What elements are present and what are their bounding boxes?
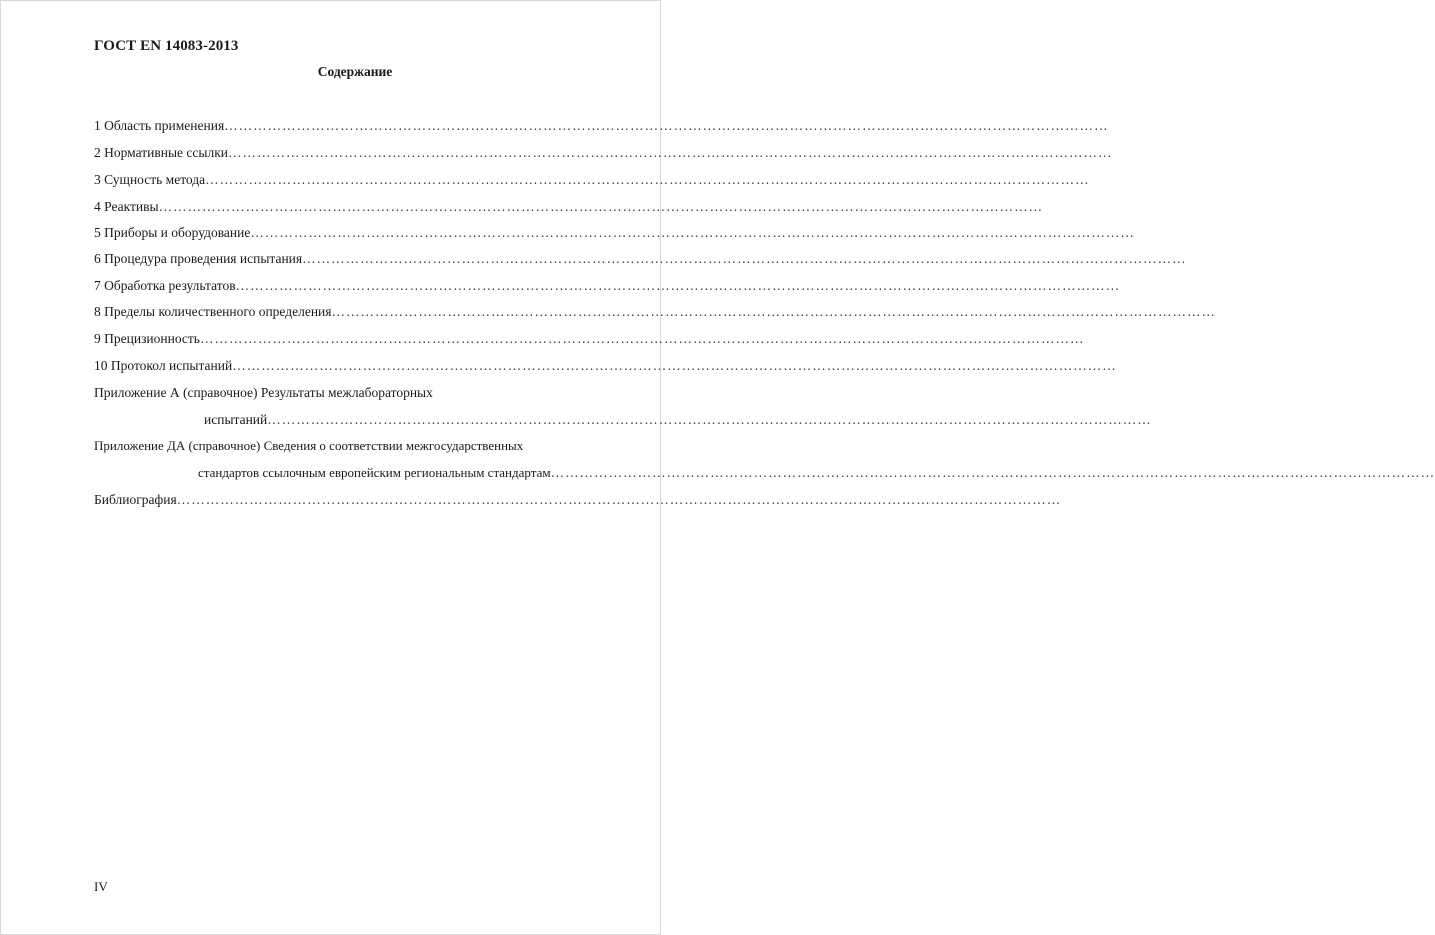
toc-entry-label: 8 Пределы количественного определения [94, 304, 332, 319]
toc-leader-dots: ………………………………………………………………………………………………………………………………………………………………… [224, 118, 1109, 133]
toc-annex-a-line1[interactable] [94, 383, 614, 403]
toc-title: Содержание [317, 64, 393, 79]
toc-annex-a-line2[interactable] [204, 410, 1152, 430]
toc-annex-da-line1[interactable] [94, 436, 634, 456]
toc-entry-label: 2 Нормативные ссылки [94, 145, 228, 160]
toc-annex-da-line2[interactable] [198, 463, 1435, 483]
toc-leader-dots: ………………………………………………………………………………………………………………………………………………………………… [176, 492, 1062, 507]
toc-leader-dots: ………………………………………………………………………………………………………………………………………………………………… [267, 412, 1152, 427]
toc-leader-dots: ………………………………………………………………………………………………………………………………………………………………… [228, 145, 1113, 160]
toc-entry-label: стандартов ссылочным европейским региональным стандартам [198, 465, 551, 480]
toc-entry-9[interactable] [94, 329, 1085, 349]
toc-entry-7[interactable] [94, 276, 1121, 296]
toc-entry-label: 7 Обработка результатов [94, 278, 236, 293]
toc-entry-label: Приложение А (справочное) Результаты межлабораторных [94, 385, 433, 400]
toc-bibliography[interactable] [94, 490, 1062, 510]
toc-entry-3[interactable] [94, 170, 1090, 190]
toc-entry-label: 9 Прецизионность [94, 331, 200, 346]
toc-leader-dots: ………………………………………………………………………………………………………………………………………………………………… [158, 199, 1044, 214]
toc-leader-dots: ………………………………………………………………………………………………………………………………………………………………… [302, 251, 1187, 266]
toc-entry-5[interactable] [94, 223, 1135, 243]
page-number: IV [94, 879, 108, 894]
toc-entry-label: 6 Процедура проведения испытания [94, 251, 303, 266]
toc-entry-label: 4 Реактивы [94, 199, 159, 214]
toc-entry-2[interactable] [94, 143, 1113, 163]
toc-entry-label: испытаний [204, 412, 268, 427]
toc-entry-label: 1 Область применения [94, 118, 225, 133]
toc-leader-dots: ………………………………………………………………………………………………………………………………………………………………… [232, 358, 1117, 373]
toc-leader-dots: ………………………………………………………………………………………………………………………………………………………………… [250, 225, 1135, 240]
toc-leader-dots: ………………………………………………………………………………………………………………………………………………………………… [235, 278, 1121, 293]
toc-entry-8[interactable] [94, 302, 1216, 322]
toc-entry-label: 5 Приборы и оборудование [94, 225, 251, 240]
toc-entry-4[interactable] [94, 197, 1044, 217]
toc-entry-label: 10 Протокол испытаний [94, 358, 233, 373]
toc-leader-dots: ………………………………………………………………………………………………………………………………………………………………… [205, 172, 1090, 187]
toc-leader-dots: ………………………………………………………………………………………………………………………………………………………………… [331, 304, 1216, 319]
toc-entry-label: Приложение ДА (справочное) Сведения о соответствии межгосударственных [94, 438, 524, 453]
toc-entry-6[interactable] [94, 249, 1187, 269]
toc-entry-1[interactable] [94, 116, 1109, 136]
toc-leader-dots: ………………………………………………………………………………………………………………………………………………………………… [550, 465, 1435, 480]
document-code: ГОСТ EN 14083-2013 [94, 38, 239, 54]
toc-entry-label: Библиография [94, 492, 177, 507]
toc-entry-label: 3 Сущность метода [94, 172, 206, 187]
toc-leader-dots: ………………………………………………………………………………………………………………………………………………………………… [199, 331, 1085, 346]
toc-entry-10[interactable] [94, 356, 1117, 376]
